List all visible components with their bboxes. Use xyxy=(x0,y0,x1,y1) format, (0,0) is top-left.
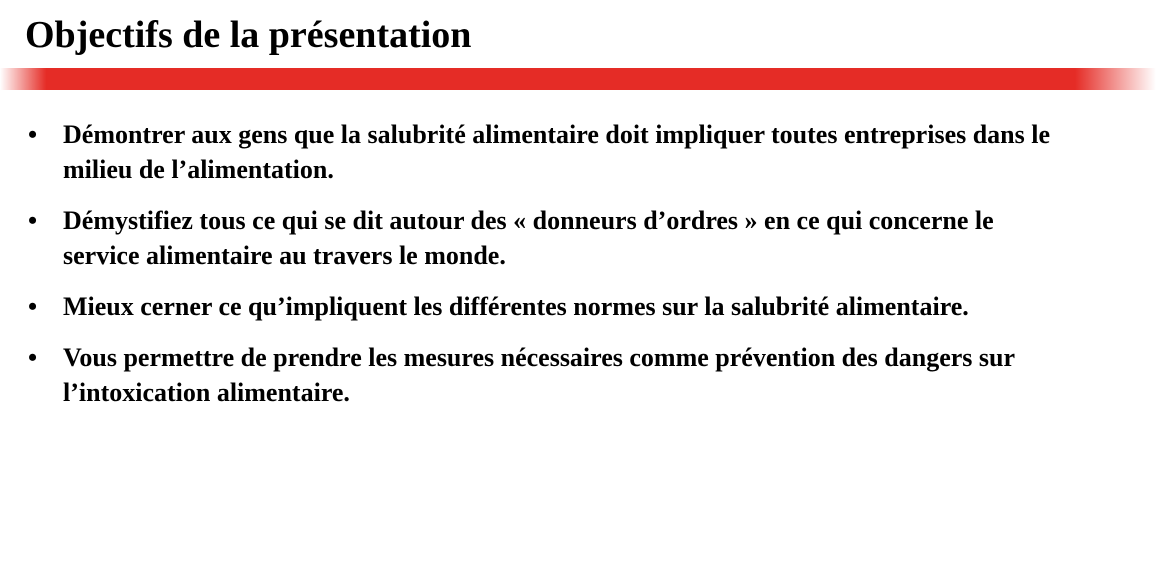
list-item xyxy=(28,203,1118,273)
bullet-icon: • xyxy=(28,120,38,149)
list-item-text: Vous permettre de prendre les mesures nécessaires comme prévention des dangers sur l’intoxication alimentaire. xyxy=(63,343,1015,407)
bullet-icon: • xyxy=(28,292,38,321)
bullet-icon: • xyxy=(28,343,38,372)
list-item-text: Mieux cerner ce qu’impliquent les différentes normes sur la salubrité alimentaire. xyxy=(63,292,969,321)
list-item-text: Démystifiez tous ce qui se dit autour des « donneurs d’ordres » en ce qui concerne le service alimentaire au travers le monde. xyxy=(63,206,994,270)
slide-title: Objectifs de la présentation xyxy=(25,14,472,56)
list-item-text: Démontrer aux gens que la salubrité alimentaire doit impliquer toutes entreprises dans le milieu de l’alimentation. xyxy=(63,120,1051,184)
bullet-icon: • xyxy=(28,206,38,235)
list-item xyxy=(28,340,1118,410)
list-item xyxy=(28,289,1118,324)
list-item xyxy=(28,117,1118,187)
title-divider-bar xyxy=(0,68,1156,90)
objectives-list xyxy=(28,117,1118,410)
